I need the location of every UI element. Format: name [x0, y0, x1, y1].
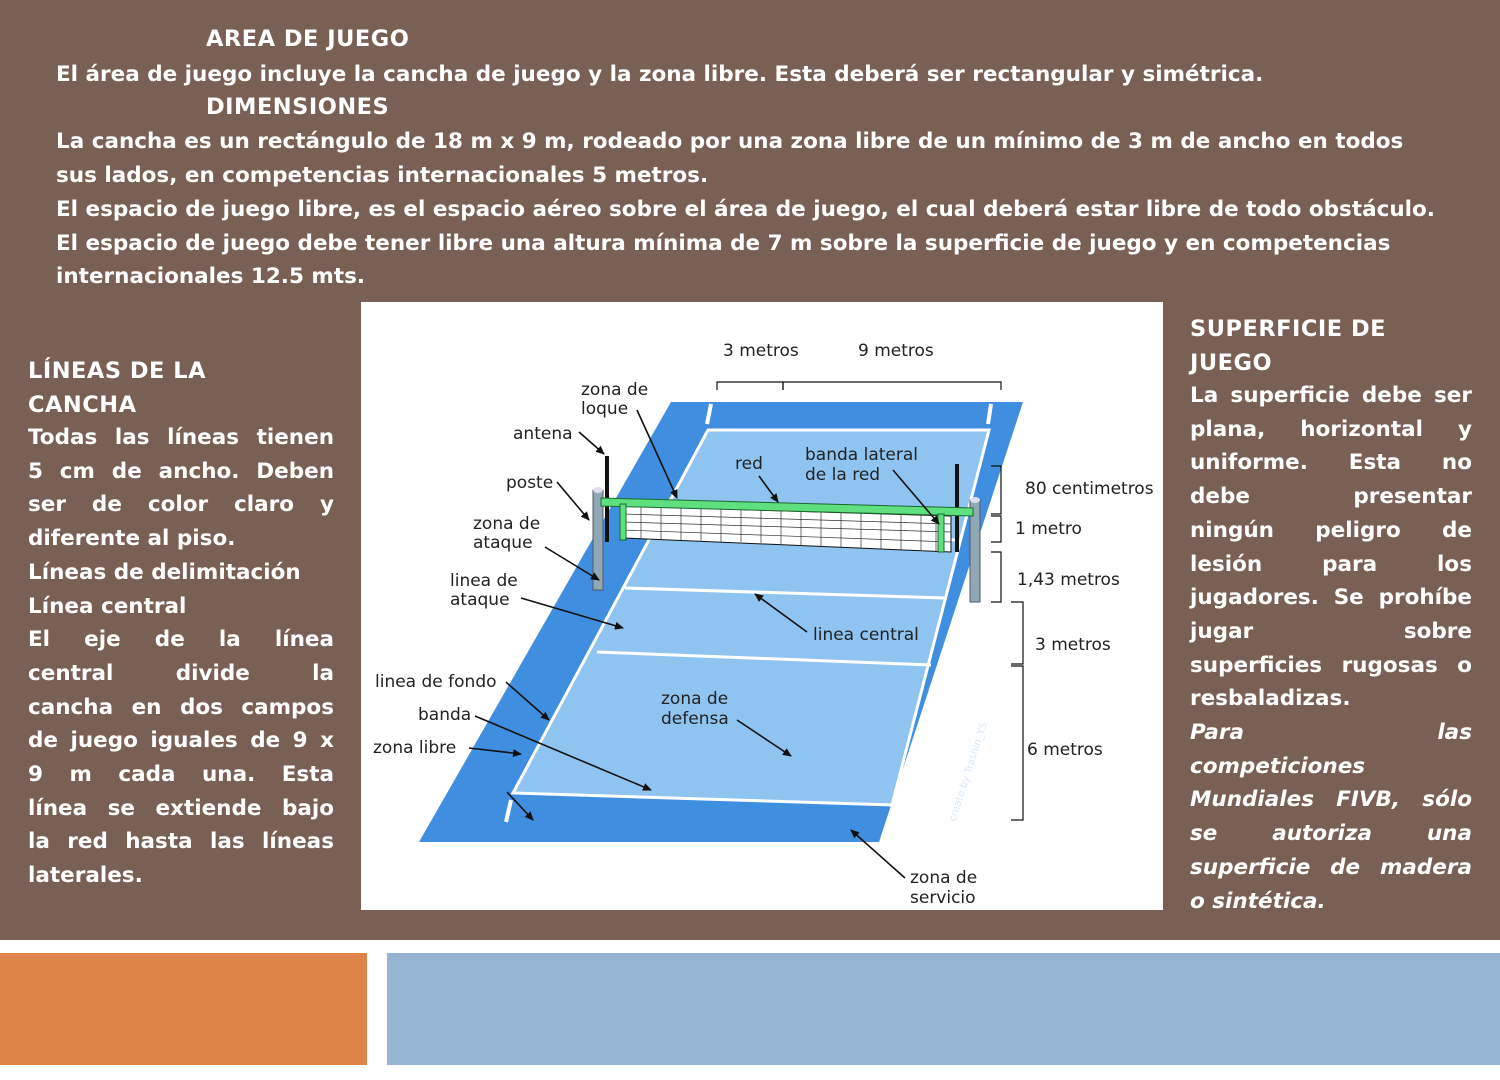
label-143m: 1,43 metros [1017, 570, 1120, 590]
label-linea-ataque-1: linea de [450, 571, 518, 591]
label-zona-servicio-2: servicio [910, 888, 976, 908]
lineas-line: Línea central [28, 593, 187, 619]
lineas-body [28, 421, 334, 893]
lineas-line: 5 cm de ancho. Deben [28, 458, 334, 484]
superficie-title [1190, 312, 1386, 380]
net-side-band-left [620, 504, 626, 540]
label-red: red [735, 454, 763, 474]
lineas-title-line-1: LÍNEAS DE LA [28, 358, 206, 384]
label-zona-servicio-1: zona de [910, 868, 978, 888]
label-credit: create by Trashin_YS [947, 721, 990, 823]
superficie-italic-line: superficie de madera [1190, 854, 1472, 880]
dim-3m-right-bracket [1011, 602, 1023, 664]
superficie-line: plana, horizontal y [1190, 416, 1472, 442]
lineas-line: de juego iguales de 9 x [28, 728, 334, 754]
superficie-italic-line: se autoriza una [1190, 821, 1472, 847]
label-banda-lateral-1: banda lateral [805, 445, 918, 465]
dim-143m-bracket [991, 552, 1001, 602]
superficie-line: uniforme. Esta no [1190, 450, 1472, 476]
label-linea-central: linea central [813, 625, 919, 645]
service-mark-near-right [889, 811, 895, 840]
label-80cm: 80 centimetros [1025, 479, 1154, 499]
lineas-line: laterales. [28, 863, 143, 889]
superficie-body [1190, 379, 1472, 918]
superficie-italic-line: Mundiales FIVB, sólo [1190, 787, 1472, 813]
superficie-italic-line: Para las [1190, 720, 1472, 746]
superficie-line: debe presentar [1190, 484, 1472, 510]
label-zona-ataque-2: ataque [473, 533, 533, 553]
court-svg [361, 302, 1163, 910]
label-zona-defensa-2: defensa [661, 709, 729, 729]
label-zona-libre: zona libre [373, 738, 457, 758]
lineas-line: central divide la [28, 660, 334, 686]
label-linea-ataque-2: ataque [450, 590, 510, 610]
superficie-line: ningún peligro de [1190, 517, 1472, 543]
superficie-line: superficies rugosas o [1190, 652, 1472, 678]
label-linea-fondo: linea de fondo [375, 672, 497, 692]
superficie-line: lesión para los [1190, 551, 1472, 577]
footer-blue-block [387, 953, 1500, 1065]
lineas-line: diferente al piso. [28, 526, 236, 552]
dimensiones-p1: La cancha es un rectángulo de 18 m x 9 m, rodeado por una zona libre de un mínimo de 3 m de ancho en todos sus lados, en competencias internacionales 5 metros. [56, 129, 1404, 188]
label-zona-ataque-1: zona de [473, 514, 541, 534]
area-title: AREA DE JUEGO [206, 26, 410, 52]
dim-6m-bracket [1011, 666, 1023, 820]
dimensiones-p2: El espacio de juego libre, es el espacio aéreo sobre el área de juego, el cual deberá estar libre de todo obstáculo. El espacio de juego debe tener libre una altura mínima de 7 m sobre la superficie de juego y en competencias internacionales 12.5 mts. [56, 197, 1435, 290]
superficie-line: jugadores. Se prohíbe [1190, 585, 1472, 611]
lineas-line: El eje de la línea [28, 627, 334, 653]
lineas-line: Líneas de delimitación [28, 559, 301, 585]
label-top-9m: 9 metros [858, 341, 934, 361]
label-banda-lateral-2: de la red [805, 465, 881, 485]
superficie-line: La superficie debe ser [1190, 383, 1472, 408]
post-left-cap [593, 487, 603, 493]
net-side-band-right [938, 514, 944, 552]
lineas-line: cancha en dos campos [28, 694, 334, 720]
label-1m: 1 metro [1015, 519, 1082, 539]
dim-1m-bracket [991, 516, 1001, 542]
court-diagram [361, 302, 1163, 910]
lineas-line: 9 m cada una. Esta [28, 762, 334, 788]
superficie-title-line-1: SUPERFICIE DE [1190, 316, 1387, 342]
superficie-line: jugar sobre [1190, 618, 1472, 644]
superficie-italic-line: o sintética. [1190, 888, 1326, 914]
lineas-title-line-2: CANCHA [28, 392, 137, 418]
lineas-line: la red hasta las líneas [28, 829, 334, 855]
label-antena: antena [513, 424, 573, 444]
lineas-line: Todas las líneas tienen [28, 425, 334, 450]
label-zona-bloque-2: loque [581, 399, 629, 419]
lineas-line: ser de color claro y [28, 492, 334, 518]
label-3m-right: 3 metros [1035, 635, 1111, 655]
footer-orange-block [0, 953, 367, 1065]
label-zona-defensa-1: zona de [661, 689, 729, 709]
lineas-line: línea se extiende bajo [28, 795, 334, 821]
arrow-poste [557, 482, 589, 520]
superficie-line: resbaladizas. [1190, 686, 1351, 712]
label-banda: banda [418, 705, 472, 725]
label-6m: 6 metros [1027, 740, 1103, 760]
area-text: El área de juego incluye la cancha de juego y la zona libre. Esta deberá ser rectangular y simétrica. [56, 62, 1264, 87]
label-top-3m: 3 metros [723, 341, 799, 361]
label-poste: poste [506, 473, 554, 493]
arrow-antena [579, 432, 604, 454]
superficie-title-line-2: JUEGO [1190, 350, 1273, 376]
post-right-cap [970, 497, 980, 503]
lineas-title [28, 354, 206, 422]
dim-3m-bracket [717, 382, 783, 390]
label-zona-bloque-1: zona de [581, 380, 649, 400]
dimensiones-title: DIMENSIONES [206, 94, 390, 120]
superficie-italic-line: competiciones [1190, 753, 1366, 779]
dim-9m-bracket [783, 382, 1001, 390]
